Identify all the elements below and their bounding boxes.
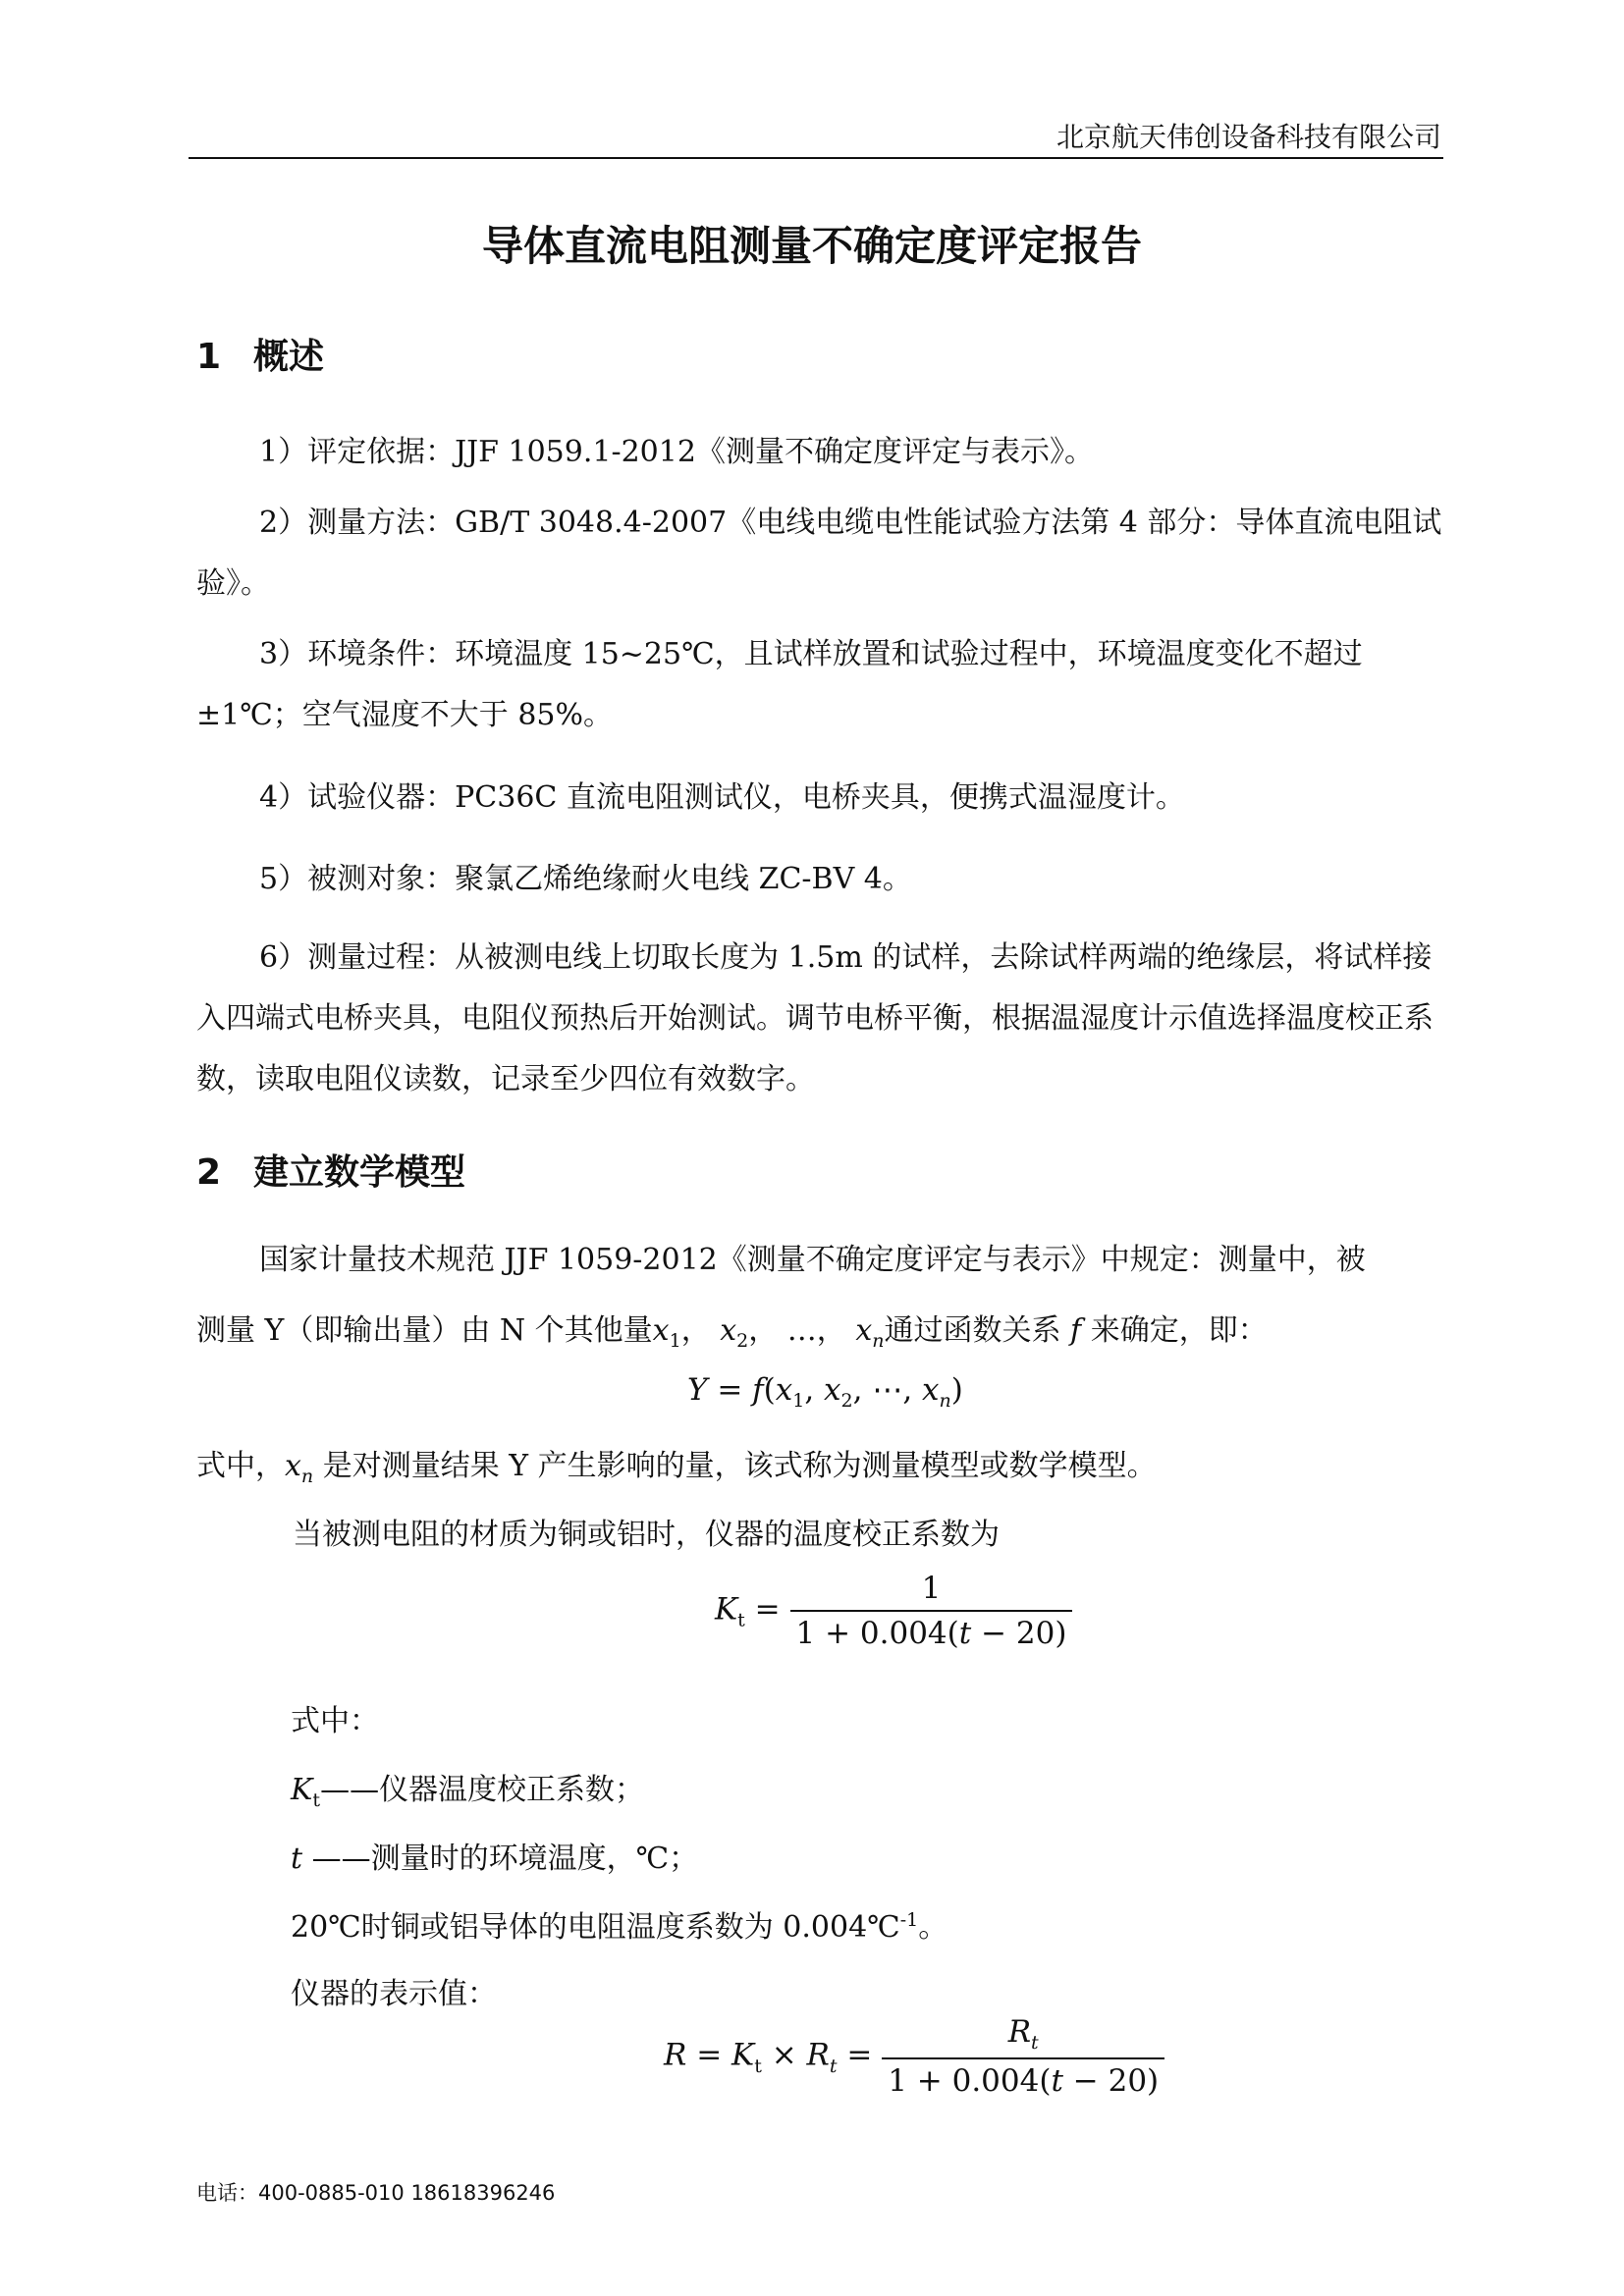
overview-item-6: 6）测量过程：从被测电线上切取长度为 1.5m 的试样，去除试样两端的绝缘层，将试样接入四端式电桥夹具，电阻仪预热后开始测试。调节电桥平衡，根据温湿度计示值选择温度校正系数，读取电阻仪读数，记录至少四位有效数字。 <box>196 940 1434 1096</box>
section-title: 概述 <box>253 337 325 377</box>
t-definition-text: ——测量时的环境温度，℃； <box>302 1842 699 1876</box>
section-title: 建立数学模型 <box>253 1152 466 1193</box>
document-title: 导体直流电阻测量不确定度评定报告 <box>481 222 1142 270</box>
where-text: 式中， <box>196 1449 285 1483</box>
model-intro-text: 通过函数关系 <box>884 1313 1061 1348</box>
kt-intro-line: 当被测电阻的材质为铜或铝时，仪器的温度校正系数为 <box>293 1518 1000 1552</box>
where-label: 式中： <box>291 1704 379 1738</box>
overview-item-5: 5）被测对象：聚氯乙烯绝缘耐火电线 ZC-BV 4。 <box>259 862 912 896</box>
overview-item-3: 3）环境条件：环境温度 15~25℃，且试样放置和试验过程中，环境温度变化不超过±1℃；空气湿度不大于 85%。 <box>196 637 1363 732</box>
kt-definition: $K_t——$仪器温度校正系数； <box>291 1773 645 1811</box>
model-intro-text: 来确定，即： <box>1090 1313 1268 1348</box>
footer-phone: 电话：400-0885-010 18618396246 <box>196 2181 556 2205</box>
section-1-heading <box>196 329 324 379</box>
overview-item-1: 1）评定依据：JJF 1059.1-2012《测量不确定度评定与表示》。 <box>259 435 1094 469</box>
model-intro-line-2: 测量 Y（即输出量）由 N 个其他量$x_1$， $x_2$， …， $x_n$通过函数关系 f 来确定，即： <box>196 1313 1268 1352</box>
t-definition: t ——测量时的环境温度，℃； <box>291 1842 699 1876</box>
display-value-label: 仪器的表示值： <box>291 1977 497 2011</box>
section-2-heading <box>196 1145 465 1195</box>
model-where-line: 式中，$x_n$ 是对测量结果 Y 产生影响的量，该式称为测量模型或数学模型。 <box>196 1449 1157 1487</box>
section-number: 1 <box>196 337 222 377</box>
equation-r: $R = K_t \times R_t$ = $\frac{R_t}{1 + 0.004(t - 20)}$ <box>664 2014 1164 2099</box>
section-number: 2 <box>196 1152 222 1193</box>
header-company-name: 北京航天伟创设备科技有限公司 <box>1056 121 1441 153</box>
model-intro-text: 测量 Y（即输出量）由 N 个其他量 <box>196 1313 653 1348</box>
coefficient-text: 。 <box>918 1910 948 1945</box>
coefficient-text: 20℃时铜或铝导体的电阻温度系数为 0.004℃ <box>291 1910 900 1945</box>
overview-item-4: 4）试验仪器：PC36C 直流电阻测试仪，电桥夹具，便携式温湿度计。 <box>259 780 1185 815</box>
overview-item-2: 2）测量方法：GB/T 3048.4-2007《电线电缆电性能试验方法第 4 部分：导体直流电阻试验》。 <box>196 506 1442 601</box>
header-divider <box>189 157 1443 159</box>
model-intro-line-1: 国家计量技术规范 JJF 1059-2012《测量不确定度评定与表示》中规定：测量中，被 <box>259 1243 1366 1277</box>
where-text: 是对测量结果 Y 产生影响的量，该式称为测量模型或数学模型。 <box>322 1449 1157 1483</box>
equation-kt: $K_t$ = $\frac{1}{1 + 0.004(t - 20)}$ <box>715 1571 1072 1651</box>
coefficient-line: 20℃时铜或铝导体的电阻温度系数为 0.004℃$^{-1}$。 <box>291 1909 948 1945</box>
kt-definition-text: ——仪器温度校正系数； <box>320 1773 645 1807</box>
equation-model: $Y = f(x_1$, $x_2$, ⋯, $x_n$) <box>687 1372 963 1413</box>
